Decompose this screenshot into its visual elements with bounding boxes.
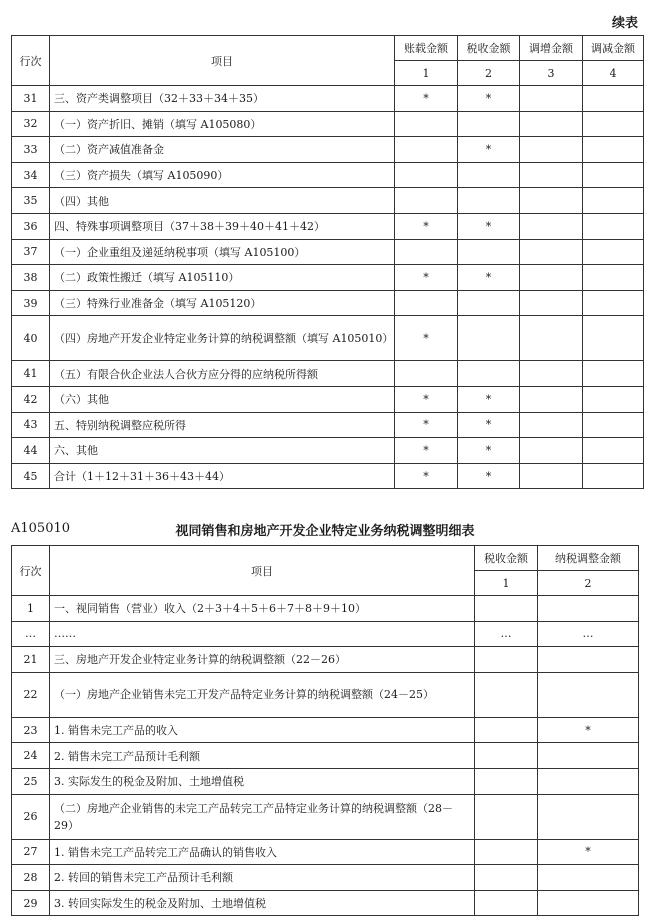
row-item: 三、资产类调整项目（32＋33＋34＋35） bbox=[50, 86, 395, 112]
amount-cell: * bbox=[395, 86, 458, 112]
amount-cell: … bbox=[475, 621, 538, 647]
header-col-num: 2 bbox=[538, 571, 639, 596]
header-item: 项目 bbox=[50, 546, 475, 596]
table-row bbox=[12, 865, 639, 891]
header-book-amount: 账载金额 bbox=[395, 36, 458, 61]
row-number: 42 bbox=[12, 386, 50, 412]
row-item: （四）其他 bbox=[50, 188, 395, 214]
amount-cell bbox=[475, 794, 538, 839]
row-item: 1. 销售未完工产品转完工产品确认的销售收入 bbox=[50, 839, 475, 865]
table-row bbox=[12, 361, 644, 387]
row-number: 39 bbox=[12, 290, 50, 316]
row-item: （三）资产损失（填写 A105090） bbox=[50, 162, 395, 188]
table-row bbox=[12, 265, 644, 291]
amount-cell: * bbox=[458, 438, 520, 464]
amount-cell bbox=[520, 86, 583, 112]
table-row bbox=[12, 463, 644, 489]
row-number: 37 bbox=[12, 239, 50, 265]
row-number: 44 bbox=[12, 438, 50, 464]
amount-cell: … bbox=[538, 621, 639, 647]
row-number: 34 bbox=[12, 162, 50, 188]
amount-cell bbox=[520, 361, 583, 387]
amount-cell bbox=[520, 463, 583, 489]
table-row bbox=[12, 412, 644, 438]
amount-cell bbox=[475, 596, 538, 622]
amount-cell bbox=[538, 794, 639, 839]
header-col-num: 3 bbox=[520, 61, 583, 86]
table-row bbox=[12, 316, 644, 361]
amount-cell bbox=[395, 188, 458, 214]
amount-cell bbox=[538, 647, 639, 673]
amount-cell bbox=[583, 162, 644, 188]
row-item: （一）企业重组及递延纳税事项（填写 A105100） bbox=[50, 239, 395, 265]
amount-cell bbox=[475, 717, 538, 743]
amount-cell bbox=[583, 239, 644, 265]
row-item: 3. 实际发生的税金及附加、土地增值税 bbox=[50, 768, 475, 794]
amount-cell bbox=[458, 162, 520, 188]
row-number: 35 bbox=[12, 188, 50, 214]
row-number: 27 bbox=[12, 839, 50, 865]
row-item: 1. 销售未完工产品的收入 bbox=[50, 717, 475, 743]
row-number: 33 bbox=[12, 137, 50, 163]
amount-cell: * bbox=[538, 839, 639, 865]
amount-cell bbox=[520, 111, 583, 137]
amount-cell bbox=[520, 162, 583, 188]
amount-cell bbox=[583, 290, 644, 316]
table-row bbox=[12, 213, 644, 239]
amount-cell bbox=[475, 865, 538, 891]
amount-cell bbox=[538, 672, 639, 717]
amount-cell bbox=[583, 463, 644, 489]
row-item: …… bbox=[50, 621, 475, 647]
amount-cell bbox=[475, 839, 538, 865]
row-number: 36 bbox=[12, 213, 50, 239]
amount-cell: * bbox=[458, 137, 520, 163]
amount-cell bbox=[538, 596, 639, 622]
row-number: 32 bbox=[12, 111, 50, 137]
amount-cell: * bbox=[395, 463, 458, 489]
row-number: 41 bbox=[12, 361, 50, 387]
amount-cell bbox=[520, 290, 583, 316]
amount-cell bbox=[520, 188, 583, 214]
table-row bbox=[12, 86, 644, 112]
table-row bbox=[12, 890, 639, 916]
amount-cell: * bbox=[395, 316, 458, 361]
row-number: 1 bbox=[12, 596, 50, 622]
amount-cell bbox=[583, 86, 644, 112]
amount-cell bbox=[458, 188, 520, 214]
amount-cell bbox=[395, 361, 458, 387]
row-number: 29 bbox=[12, 890, 50, 916]
amount-cell bbox=[583, 188, 644, 214]
header-decrease-amount: 调减金额 bbox=[583, 36, 644, 61]
amount-cell bbox=[520, 412, 583, 438]
amount-cell bbox=[475, 768, 538, 794]
amount-cell: * bbox=[458, 213, 520, 239]
row-item: （二）资产减值准备金 bbox=[50, 137, 395, 163]
amount-cell: * bbox=[458, 265, 520, 291]
header-tax-amount: 税收金额 bbox=[475, 546, 538, 571]
amount-cell: * bbox=[458, 463, 520, 489]
row-number: 22 bbox=[12, 672, 50, 717]
row-item: 2. 转回的销售未完工产品预计毛利额 bbox=[50, 865, 475, 891]
amount-cell bbox=[538, 865, 639, 891]
row-number: 28 bbox=[12, 865, 50, 891]
amount-cell: * bbox=[458, 412, 520, 438]
table-row bbox=[12, 596, 639, 622]
amount-cell bbox=[395, 137, 458, 163]
amount-cell bbox=[458, 316, 520, 361]
row-item: （三）特殊行业准备金（填写 A105120） bbox=[50, 290, 395, 316]
row-item: 四、特殊事项调整项目（37＋38＋39＋40＋41＋42） bbox=[50, 213, 395, 239]
table-title: 视同销售和房地产开发企业特定业务纳税调整明细表 bbox=[175, 524, 475, 539]
row-item: （四）房地产开发企业特定业务计算的纳税调整额（填写 A105010） bbox=[50, 316, 395, 361]
header-col-num: 1 bbox=[475, 571, 538, 596]
header-tax-amount: 税收金额 bbox=[458, 36, 520, 61]
table-row bbox=[12, 239, 644, 265]
amount-cell bbox=[520, 438, 583, 464]
amount-cell bbox=[583, 137, 644, 163]
row-item: （一）房地产企业销售未完工开发产品特定业务计算的纳税调整额（24－25） bbox=[50, 672, 475, 717]
amount-cell bbox=[458, 361, 520, 387]
row-number: 23 bbox=[12, 717, 50, 743]
row-number: 43 bbox=[12, 412, 50, 438]
amount-cell bbox=[538, 768, 639, 794]
amount-cell bbox=[520, 316, 583, 361]
row-item: （二）房地产企业销售的未完工产品转完工产品特定业务计算的纳税调整额（28－29） bbox=[50, 794, 475, 839]
header-col-num: 4 bbox=[583, 61, 644, 86]
table-row bbox=[12, 768, 639, 794]
amount-cell bbox=[583, 265, 644, 291]
table-row bbox=[12, 794, 639, 839]
amount-cell bbox=[583, 213, 644, 239]
row-number: 26 bbox=[12, 794, 50, 839]
row-item: （六）其他 bbox=[50, 386, 395, 412]
table-row bbox=[12, 647, 639, 673]
row-item: 2. 销售未完工产品预计毛利额 bbox=[50, 743, 475, 769]
amount-cell: * bbox=[395, 412, 458, 438]
header-item: 项目 bbox=[50, 36, 395, 86]
amount-cell: * bbox=[395, 438, 458, 464]
row-number: 25 bbox=[12, 768, 50, 794]
header-col-num: 1 bbox=[395, 61, 458, 86]
amount-cell bbox=[538, 743, 639, 769]
continued-label: 续表 bbox=[611, 16, 638, 31]
row-number: 24 bbox=[12, 743, 50, 769]
amount-cell bbox=[520, 137, 583, 163]
adjustment-table-continued bbox=[11, 35, 644, 489]
header-adjustment-amount: 纳税调整金额 bbox=[538, 546, 639, 571]
amount-cell: * bbox=[458, 86, 520, 112]
row-item: （二）政策性搬迁（填写 A105110） bbox=[50, 265, 395, 291]
amount-cell bbox=[458, 290, 520, 316]
amount-cell bbox=[475, 890, 538, 916]
amount-cell bbox=[583, 361, 644, 387]
form-code: A105010 bbox=[11, 521, 71, 536]
header-row-no: 行次 bbox=[12, 36, 50, 86]
row-number: 40 bbox=[12, 316, 50, 361]
row-number: 31 bbox=[12, 86, 50, 112]
row-number: 45 bbox=[12, 463, 50, 489]
amount-cell bbox=[583, 386, 644, 412]
table-row bbox=[12, 743, 639, 769]
table-row bbox=[12, 717, 639, 743]
row-number: … bbox=[12, 621, 50, 647]
row-item: 一、视同销售（营业）收入（2＋3＋4＋5＋6＋7＋8＋9＋10） bbox=[50, 596, 475, 622]
amount-cell bbox=[475, 743, 538, 769]
row-item: 3. 转回实际发生的税金及附加、土地增值税 bbox=[50, 890, 475, 916]
table-row bbox=[12, 672, 639, 717]
amount-cell bbox=[583, 316, 644, 361]
header-increase-amount: 调增金额 bbox=[520, 36, 583, 61]
amount-cell bbox=[458, 111, 520, 137]
row-number: 38 bbox=[12, 265, 50, 291]
amount-cell bbox=[395, 290, 458, 316]
amount-cell bbox=[520, 265, 583, 291]
table-row bbox=[12, 386, 644, 412]
amount-cell bbox=[583, 412, 644, 438]
amount-cell bbox=[395, 239, 458, 265]
amount-cell bbox=[395, 111, 458, 137]
amount-cell bbox=[475, 672, 538, 717]
table-row bbox=[12, 438, 644, 464]
table-row bbox=[12, 137, 644, 163]
table-row bbox=[12, 839, 639, 865]
amount-cell bbox=[583, 111, 644, 137]
table-row bbox=[12, 188, 644, 214]
row-item: （一）资产折旧、摊销（填写 A105080） bbox=[50, 111, 395, 137]
amount-cell bbox=[520, 213, 583, 239]
amount-cell: * bbox=[395, 386, 458, 412]
deemed-sales-table bbox=[11, 545, 639, 916]
amount-cell bbox=[583, 438, 644, 464]
amount-cell bbox=[395, 162, 458, 188]
header-row-no: 行次 bbox=[12, 546, 50, 596]
amount-cell bbox=[538, 890, 639, 916]
amount-cell bbox=[520, 239, 583, 265]
row-item: 五、特别纳税调整应税所得 bbox=[50, 412, 395, 438]
amount-cell: * bbox=[538, 717, 639, 743]
row-item: （五）有限合伙企业法人合伙方应分得的应纳税所得额 bbox=[50, 361, 395, 387]
header-col-num: 2 bbox=[458, 61, 520, 86]
table-row bbox=[12, 111, 644, 137]
table-row bbox=[12, 290, 644, 316]
amount-cell bbox=[475, 647, 538, 673]
row-item: 合计（1＋12＋31＋36＋43＋44） bbox=[50, 463, 395, 489]
amount-cell: * bbox=[458, 386, 520, 412]
amount-cell: * bbox=[395, 213, 458, 239]
row-item: 三、房地产开发企业特定业务计算的纳税调整额（22－26） bbox=[50, 647, 475, 673]
row-number: 21 bbox=[12, 647, 50, 673]
row-item: 六、其他 bbox=[50, 438, 395, 464]
table-row bbox=[12, 621, 639, 647]
amount-cell bbox=[520, 386, 583, 412]
table-row bbox=[12, 162, 644, 188]
amount-cell bbox=[458, 239, 520, 265]
amount-cell: * bbox=[395, 265, 458, 291]
